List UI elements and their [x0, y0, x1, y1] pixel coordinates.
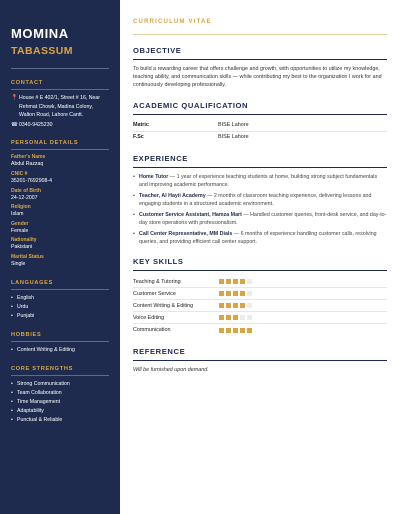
rating-square-filled	[233, 328, 238, 333]
languages-divider	[11, 289, 109, 290]
rating-square-empty	[240, 315, 245, 320]
skill-name: Customer Service	[133, 290, 176, 297]
hobbies-heading: HOBBIES	[11, 331, 42, 338]
contact-divider	[11, 89, 109, 90]
rating-square-filled	[240, 328, 245, 333]
list-item	[133, 230, 387, 246]
main-content	[120, 0, 400, 514]
rating-square-filled	[226, 303, 231, 308]
skill-rating	[219, 279, 254, 284]
rating-square-filled	[233, 315, 238, 320]
skills-table	[133, 276, 387, 336]
cv-divider	[133, 34, 387, 35]
rating-square-filled	[240, 291, 245, 296]
languages-heading: LANGUAGES	[11, 279, 54, 286]
field-value: Islam	[11, 211, 24, 218]
table-row	[133, 120, 387, 132]
objective-text: To build a rewarding career that offers challenge and growth, with opportunities to utilize my knowledge, teaching ability, and communication skills — while contributing my best to the organization I work for and continuously developing professionally.	[133, 66, 382, 89]
list-item: • Adaptability	[11, 407, 109, 416]
rating-square-empty	[247, 291, 252, 296]
qualification-heading: ACADEMIC QUALIFICATION	[133, 100, 249, 110]
contact-section	[11, 80, 109, 129]
field-value: Abdul Razzaq	[11, 161, 44, 168]
skill-row	[133, 288, 387, 300]
list-item: • Punjabi	[11, 312, 109, 321]
personal-field	[11, 154, 109, 169]
skill-rating	[219, 303, 254, 308]
languages-section	[11, 280, 109, 321]
skill-name: Voice Editing	[133, 314, 165, 321]
rating-square-empty	[247, 279, 252, 284]
skill-row	[133, 300, 387, 312]
rating-square-filled	[247, 328, 252, 333]
strengths-divider	[11, 375, 109, 376]
personal-field	[11, 237, 109, 252]
skill-name: Communication	[133, 327, 171, 334]
sidebar	[0, 0, 120, 514]
list-item	[133, 192, 387, 208]
experience-list	[133, 173, 387, 246]
experience-section	[133, 154, 387, 246]
rating-square-filled	[219, 315, 224, 320]
job-title: Call Center Representative, MM Dials	[139, 230, 233, 237]
contact-phone	[11, 121, 109, 130]
rating-square-filled	[233, 291, 238, 296]
personal-field	[11, 204, 109, 219]
job-title: Home Tutor	[139, 173, 169, 180]
list-item: • Punctual & Reliable	[11, 416, 109, 425]
reference-heading: REFERENCE	[133, 347, 186, 357]
qualification-table	[133, 120, 387, 143]
skill-row	[133, 276, 387, 288]
objective-heading: OBJECTIVE	[133, 46, 182, 55]
skills-heading: KEY SKILLS	[133, 257, 184, 267]
job-description: — 1 year of experience teaching students at home, building strong subject fundamentals and improving academic performance.	[139, 173, 378, 188]
address-text: House # E 402/1, Street # 16, Near Rehmat Chowk, Madina Colony, Walton Road, Lahore Cantt.	[19, 95, 101, 119]
objective-section	[133, 46, 387, 90]
degree: F.Sc	[133, 133, 144, 140]
phone-icon: ☎	[11, 121, 18, 128]
field-label: Date of Birth	[11, 187, 41, 194]
list-item	[133, 211, 387, 227]
rating-square-empty	[247, 303, 252, 308]
field-label: Nationality	[11, 237, 37, 244]
field-value: Female	[11, 227, 29, 234]
experience-heading: EXPERIENCE	[133, 153, 188, 163]
contact-heading: CONTACT	[11, 80, 43, 86]
personal-field	[11, 254, 109, 269]
list-item: • Time Management	[11, 398, 109, 407]
table-row	[133, 132, 387, 143]
job-description: — 6 months of experience handling customer calls, resolving queries, and providing efficient call center support.	[139, 230, 377, 245]
list-item: • Content Writing & Editing	[11, 346, 109, 355]
rating-square-filled	[233, 279, 238, 284]
list-item: • Strong Communication	[11, 380, 109, 389]
rating-square-filled	[219, 328, 224, 333]
map-pin-icon: 📍	[11, 95, 18, 101]
rating-square-filled	[226, 328, 231, 333]
job-description: — 2 months of classroom teaching experience, delivering lessons and engaging students in a structured academic environment.	[139, 192, 372, 207]
experience-divider	[133, 167, 387, 168]
field-value: Pakistani	[11, 244, 33, 251]
skill-rating	[219, 291, 254, 296]
skill-row	[133, 324, 387, 336]
reference-section	[133, 347, 387, 374]
contact-address	[11, 94, 109, 120]
job-description: — Handled customer queries, front-desk service, and day-to-day store operations with professionalism.	[139, 211, 387, 226]
skills-divider	[133, 270, 387, 271]
last-name: TABASSUM	[11, 45, 73, 57]
strengths-list	[11, 380, 109, 425]
field-value: 35201-7692908-4	[11, 177, 52, 184]
rating-square-filled	[226, 291, 231, 296]
rating-square-filled	[233, 303, 238, 308]
rating-square-filled	[219, 303, 224, 308]
field-value: Single	[11, 260, 26, 267]
phone-text: 0340-9425230	[19, 121, 53, 128]
field-label: Marital Status	[11, 253, 44, 260]
field-label: Father's Name	[11, 154, 46, 161]
rating-square-filled	[240, 279, 245, 284]
qualification-section	[133, 101, 387, 143]
field-label: Religion	[11, 204, 31, 211]
cv-label: CURRICULUM VITAE	[133, 19, 212, 25]
field-value: 24-12-2007	[11, 194, 38, 201]
list-item: • Team Collaboration	[11, 389, 109, 398]
skill-rating	[219, 315, 254, 320]
rating-square-empty	[247, 315, 252, 320]
hobbies-list	[11, 346, 109, 355]
personal-field	[11, 188, 109, 203]
hobbies-section	[11, 332, 109, 355]
board: BISE Lahore	[218, 133, 249, 140]
degree: Matric	[133, 121, 149, 128]
rating-square-filled	[219, 279, 224, 284]
field-label: CNIC #	[11, 170, 28, 177]
skill-name: Teaching & Tutoring	[133, 278, 181, 285]
personal-divider	[11, 149, 109, 150]
skill-rating	[219, 328, 254, 333]
board: BISE Lahore	[218, 121, 249, 128]
strengths-section	[11, 366, 109, 425]
first-name: MOMINA	[11, 26, 69, 41]
objective-divider	[133, 59, 387, 60]
list-item: • English	[11, 294, 109, 303]
languages-list	[11, 294, 109, 321]
personal-section	[11, 140, 109, 268]
job-title: Teacher, Al Hayii Academy	[139, 192, 206, 199]
reference-text: Will be furnished upon demand.	[133, 367, 209, 374]
hobbies-divider	[11, 341, 109, 342]
skills-section	[133, 257, 387, 336]
field-label: Gender	[11, 220, 29, 227]
reference-divider	[133, 360, 387, 361]
list-item: • Urdu	[11, 303, 109, 312]
personal-heading: PERSONAL DETAILS	[11, 140, 79, 147]
personal-field	[11, 221, 109, 236]
skill-row	[133, 312, 387, 324]
list-item	[133, 173, 387, 189]
skill-name: Content Writing & Editing	[133, 302, 194, 309]
rating-square-filled	[240, 303, 245, 308]
name-divider	[11, 68, 109, 69]
qualification-divider	[133, 114, 387, 115]
rating-square-filled	[226, 315, 231, 320]
rating-square-filled	[226, 279, 231, 284]
job-title: Customer Service Assistant, Hamza Mart	[139, 211, 242, 218]
rating-square-filled	[219, 291, 224, 296]
strengths-heading: CORE STRENGTHS	[11, 365, 74, 372]
personal-field	[11, 171, 109, 186]
